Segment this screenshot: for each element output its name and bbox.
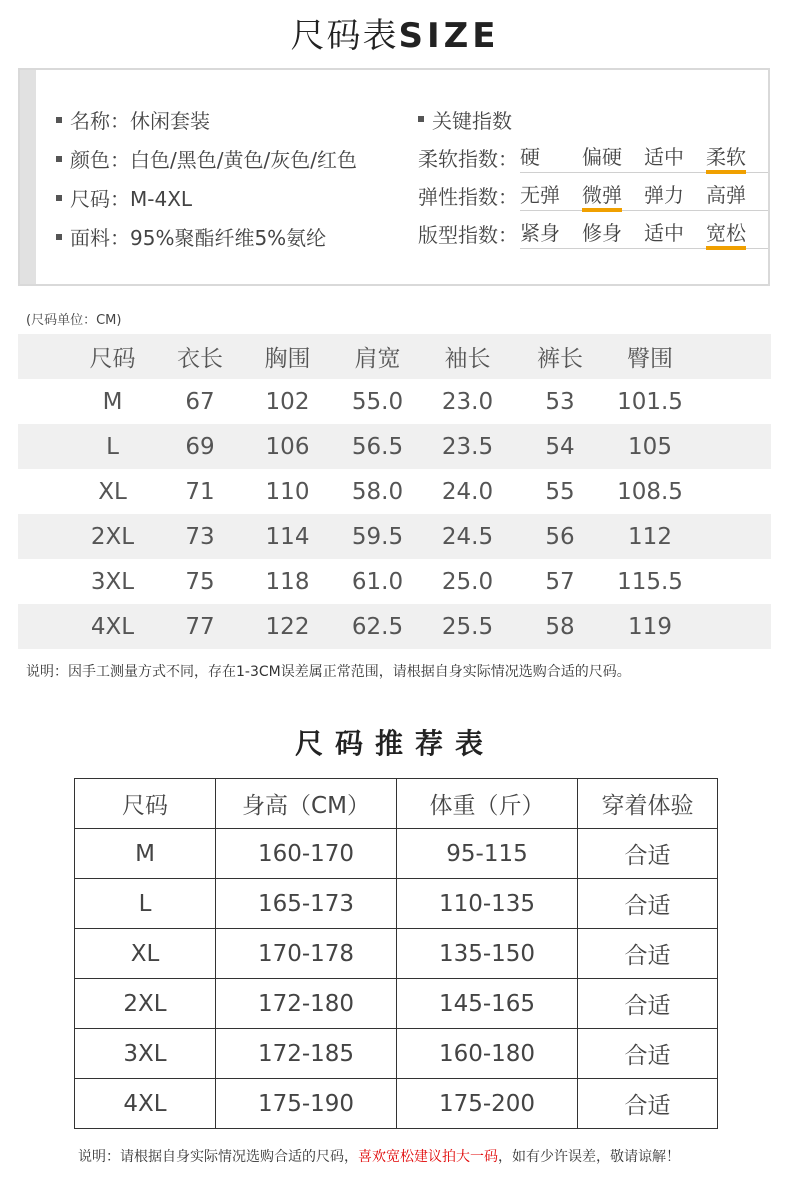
rec-table-cell: XL xyxy=(75,929,216,979)
measurement-cell: 67 xyxy=(185,388,215,415)
index-label: 柔软指数： xyxy=(418,146,518,171)
rec-table-cell: 尺码 xyxy=(75,779,216,829)
rec-table-cell: 3XL xyxy=(75,1029,216,1079)
index-options xyxy=(520,179,768,211)
index-option: 适中 xyxy=(644,221,684,245)
measurement-cell: 56 xyxy=(545,523,575,550)
measurement-cell: 55.0 xyxy=(351,388,404,415)
measurement-cell: 59.5 xyxy=(351,523,404,550)
attr-name-text: 名称：休闲套装 xyxy=(70,109,210,133)
page-title xyxy=(0,8,790,57)
measurement-cell: 衣长 xyxy=(177,346,223,372)
rec-table-cell: 体重（斤） xyxy=(397,779,578,829)
index-option: 紧身 xyxy=(520,221,560,245)
index-label: 弹性指数： xyxy=(418,184,518,209)
measurement-cell: 24.5 xyxy=(441,523,494,550)
rec-table-cell: 合适 xyxy=(578,879,718,929)
purchase-note xyxy=(78,1146,680,1166)
rec-table-cell: 合适 xyxy=(578,1079,718,1129)
index-option: 偏硬 xyxy=(582,145,622,169)
index-row xyxy=(418,214,768,252)
index-option-selected: 微弹 xyxy=(582,179,644,208)
measurement-cell: 58.0 xyxy=(351,478,404,505)
index-option: 弹力 xyxy=(644,183,684,207)
measurement-cell: 25.0 xyxy=(441,568,494,595)
measurement-cell: 119 xyxy=(628,613,672,640)
product-attributes xyxy=(56,100,357,256)
index-options xyxy=(520,141,768,173)
rec-table-header xyxy=(75,779,718,829)
attr-fabric xyxy=(56,217,357,256)
size-cell: M xyxy=(102,388,123,415)
measurement-cell: 62.5 xyxy=(351,613,404,640)
rec-table-cell: 175-190 xyxy=(216,1079,397,1129)
size-table-row xyxy=(18,559,771,604)
measurement-cell: 58 xyxy=(545,613,575,640)
bullet-icon xyxy=(56,117,62,123)
measurement-cell: 108.5 xyxy=(617,478,683,505)
size-cell: 2XL xyxy=(90,523,135,550)
index-row xyxy=(418,138,768,176)
index-row xyxy=(418,176,768,214)
size-cell: 尺码 xyxy=(89,346,136,372)
unit-note: (尺码单位：CM) xyxy=(26,313,122,328)
rec-table-cell: 2XL xyxy=(75,979,216,1029)
measurement-cell: 裤长 xyxy=(537,346,583,372)
key-indices-heading-text: 关键指数 xyxy=(432,108,512,133)
size-table-row xyxy=(18,469,771,514)
recommendation-title: 尺码推荐表 xyxy=(294,727,495,760)
rec-table-cell: 160-180 xyxy=(397,1029,578,1079)
size-table xyxy=(18,334,771,649)
product-info-box xyxy=(18,68,770,286)
rec-table-cell: 合适 xyxy=(578,979,718,1029)
attr-size-text: 尺码：M-4XL xyxy=(70,187,193,211)
purchase-note-text: 说明：请根据自身实际情况选购合适的尺码， xyxy=(78,1149,358,1165)
size-table-row xyxy=(18,424,771,469)
measurement-note: 说明：因手工测量方式不同，存在1-3CM误差属正常范围，请根据自身实际情况选购合适的尺码。 xyxy=(26,664,631,680)
measurement-cell: 23.0 xyxy=(441,388,494,415)
index-option: 高弹 xyxy=(706,183,746,207)
measurement-cell: 114 xyxy=(265,523,310,550)
measurement-cell: 袖长 xyxy=(444,346,491,372)
size-table-row xyxy=(18,604,771,649)
measurement-cell: 112 xyxy=(628,523,672,550)
size-table-row xyxy=(18,514,771,559)
measurement-cell: 57 xyxy=(545,568,575,595)
measurement-cell: 55 xyxy=(545,478,575,505)
rec-table-cell: 4XL xyxy=(75,1079,216,1129)
index-option: 无弹 xyxy=(520,183,560,207)
measurement-cell: 臀围 xyxy=(627,346,673,372)
measurement-cell: 115.5 xyxy=(617,568,683,595)
recommendation-table xyxy=(74,778,718,1129)
rec-table-cell: M xyxy=(75,829,216,879)
index-option-selected: 柔软 xyxy=(706,141,768,170)
measurement-cell: 105 xyxy=(628,433,672,460)
size-cell: 3XL xyxy=(90,568,135,595)
rec-table-row xyxy=(75,829,718,879)
attr-color xyxy=(56,139,357,178)
measurement-cell: 61.0 xyxy=(351,568,404,595)
measurement-cell: 73 xyxy=(185,523,215,550)
measurement-cell: 101.5 xyxy=(617,388,683,415)
measurement-cell: 69 xyxy=(185,433,215,460)
measurement-cell: 25.5 xyxy=(441,613,494,640)
purchase-note-text-end: ，如有少许误差，敬请谅解！ xyxy=(498,1149,680,1165)
measurement-cell: 75 xyxy=(185,568,215,595)
rec-table-cell: 175-200 xyxy=(397,1079,578,1129)
info-box-accent-bar xyxy=(20,70,36,284)
rec-table-cell: 110-135 xyxy=(397,879,578,929)
index-options xyxy=(520,217,768,249)
title-cn: 尺码表 xyxy=(290,16,399,56)
rec-table-row xyxy=(75,1079,718,1129)
rec-table-row xyxy=(75,979,718,1029)
key-indices-heading xyxy=(418,100,768,138)
rec-table-cell: 170-178 xyxy=(216,929,397,979)
rec-table-cell: 合适 xyxy=(578,929,718,979)
bullet-icon xyxy=(56,195,62,201)
rec-table-cell: 身高（CM） xyxy=(216,779,397,829)
measurement-cell: 110 xyxy=(265,478,310,505)
attr-fabric-text: 面料：95%聚酯纤维5%氨纶 xyxy=(70,226,327,250)
size-table-row xyxy=(18,379,771,424)
measurement-cell: 胸围 xyxy=(264,346,311,372)
rec-table-row xyxy=(75,879,718,929)
index-label: 版型指数： xyxy=(418,222,518,247)
index-option: 适中 xyxy=(644,145,684,169)
index-option-selected: 宽松 xyxy=(706,217,768,246)
rec-table-cell: 合适 xyxy=(578,1029,718,1079)
measurement-cell: 106 xyxy=(265,433,310,460)
key-indices xyxy=(418,100,768,252)
measurement-cell: 肩宽 xyxy=(354,346,401,372)
measurement-cell: 118 xyxy=(265,568,310,595)
attr-color-text: 颜色：白色/黑色/黄色/灰色/红色 xyxy=(70,148,357,172)
rec-table-cell: 95-115 xyxy=(397,829,578,879)
size-table-header xyxy=(18,334,771,379)
title-en: SIZE xyxy=(398,16,500,56)
rec-table-cell: L xyxy=(75,879,216,929)
measurement-cell: 23.5 xyxy=(441,433,494,460)
measurement-cell: 71 xyxy=(185,478,215,505)
rec-table-cell: 172-180 xyxy=(216,979,397,1029)
measurement-cell: 77 xyxy=(185,613,215,640)
rec-table-cell: 穿着体验 xyxy=(578,779,718,829)
rec-table-cell: 160-170 xyxy=(216,829,397,879)
bullet-icon xyxy=(418,116,424,122)
rec-table-cell: 135-150 xyxy=(397,929,578,979)
measurement-cell: 56.5 xyxy=(351,433,404,460)
index-option: 修身 xyxy=(582,221,622,245)
size-cell: 4XL xyxy=(90,613,135,640)
measurement-cell: 122 xyxy=(265,613,310,640)
measurement-cell: 54 xyxy=(545,433,575,460)
measurement-cell: 24.0 xyxy=(441,478,494,505)
index-option: 硬 xyxy=(520,145,540,169)
rec-table-cell: 145-165 xyxy=(397,979,578,1029)
attr-size xyxy=(56,178,357,217)
measurement-cell: 102 xyxy=(265,388,310,415)
size-cell: XL xyxy=(98,478,127,505)
attr-name xyxy=(56,100,357,139)
bullet-icon xyxy=(56,234,62,240)
rec-table-row xyxy=(75,929,718,979)
purchase-note-highlight: 喜欢宽松建议拍大一码 xyxy=(358,1149,498,1165)
bullet-icon xyxy=(56,156,62,162)
measurement-cell: 53 xyxy=(545,388,575,415)
rec-table-cell: 165-173 xyxy=(216,879,397,929)
rec-table-cell: 合适 xyxy=(578,829,718,879)
rec-table-row xyxy=(75,1029,718,1079)
rec-table-cell: 172-185 xyxy=(216,1029,397,1079)
size-cell: L xyxy=(106,433,119,460)
